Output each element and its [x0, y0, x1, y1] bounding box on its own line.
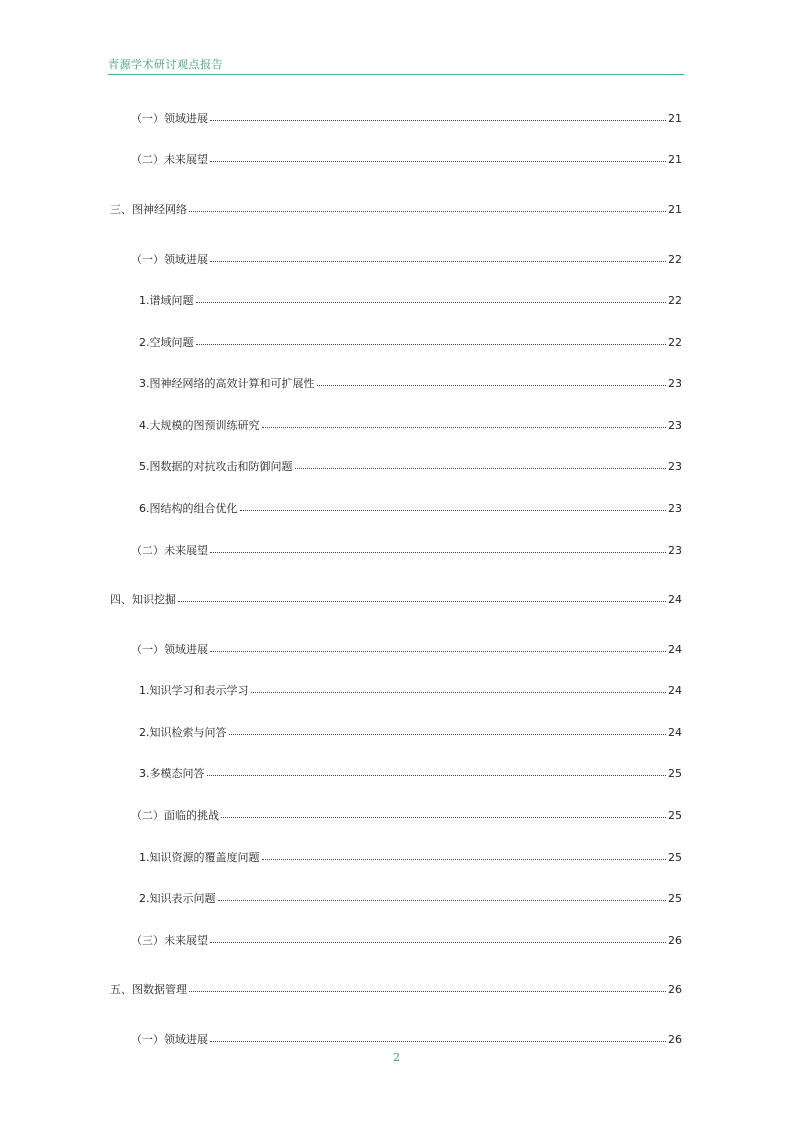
- toc-entry-label: 1.知识资源的覆盖度问题: [139, 851, 260, 864]
- toc-leader-dots: [196, 290, 667, 303]
- toc-entry-page: 22: [668, 336, 682, 349]
- toc-leader-dots: [262, 847, 667, 860]
- toc-leader-dots: [189, 979, 666, 992]
- toc-entry-label: 五、图数据管理: [110, 983, 187, 996]
- toc-entry-label: （二）未来展望: [131, 544, 208, 557]
- toc-entry[interactable]: [139, 681, 682, 697]
- toc-entry-label: （一）领域进展: [131, 1033, 208, 1046]
- toc-entry-page: 23: [668, 460, 682, 473]
- toc-entry-label: （二）未来展望: [131, 153, 208, 166]
- toc-leader-dots: [210, 1029, 666, 1042]
- toc-entry-page: 21: [668, 203, 682, 216]
- toc-entry[interactable]: [139, 723, 682, 739]
- toc-leader-dots: [251, 680, 667, 693]
- toc-entry-label: （三）未来展望: [131, 934, 208, 947]
- toc-entry-label: 四、知识挖掘: [110, 593, 176, 606]
- toc-leader-dots: [210, 249, 666, 262]
- toc-entry-page: 23: [668, 419, 682, 432]
- toc-entry-label: 2.空域问题: [139, 336, 194, 349]
- toc-entry[interactable]: [131, 541, 682, 557]
- toc-entry-label: （一）领域进展: [131, 643, 208, 656]
- toc-entry-page: 24: [668, 684, 682, 697]
- toc-leader-dots: [221, 805, 666, 818]
- toc-entry-page: 21: [668, 112, 682, 125]
- toc-leader-dots: [295, 456, 667, 469]
- toc-entry[interactable]: [139, 416, 682, 432]
- toc-entry[interactable]: [139, 848, 682, 864]
- toc-leader-dots: [207, 763, 667, 776]
- toc-entry-page: 23: [668, 544, 682, 557]
- toc-entry-page: 25: [668, 851, 682, 864]
- toc-entry-page: 24: [668, 593, 682, 606]
- toc-entry-label: 5.图数据的对抗攻击和防御问题: [139, 460, 293, 473]
- toc-entry[interactable]: [139, 499, 682, 515]
- toc-entry[interactable]: [139, 374, 682, 390]
- toc-leader-dots: [210, 540, 666, 553]
- toc-entry[interactable]: [110, 590, 682, 606]
- toc-entry[interactable]: [110, 980, 682, 996]
- toc-leader-dots: [210, 149, 666, 162]
- toc-entry[interactable]: [131, 1030, 682, 1046]
- toc-entry-label: 2.知识表示问题: [139, 892, 216, 905]
- toc-entry[interactable]: [131, 806, 682, 822]
- toc-leader-dots: [189, 199, 666, 212]
- toc-leader-dots: [210, 930, 666, 943]
- toc-entry[interactable]: [139, 457, 682, 473]
- toc-entry-label: （一）领域进展: [131, 112, 208, 125]
- header-title: 青源学术研讨观点报告: [108, 58, 223, 71]
- toc-entry[interactable]: [139, 291, 682, 307]
- toc-entry-label: 4.大规模的图预训练研究: [139, 419, 260, 432]
- toc-leader-dots: [229, 722, 667, 735]
- toc-entry-label: 6.图结构的组合优化: [139, 502, 238, 515]
- page-number: 2: [393, 1051, 400, 1064]
- toc-leader-dots: [240, 498, 667, 511]
- toc-entry[interactable]: [131, 640, 682, 656]
- toc-leader-dots: [262, 415, 667, 428]
- toc-entry-page: 25: [668, 767, 682, 780]
- toc-entry-page: 26: [668, 934, 682, 947]
- toc-entry-label: 3.多模态问答: [139, 767, 205, 780]
- toc-entry-page: 23: [668, 502, 682, 515]
- toc-entry[interactable]: [131, 250, 682, 266]
- toc-entry-page: 21: [668, 153, 682, 166]
- toc-entry-page: 23: [668, 377, 682, 390]
- toc-entry-label: （一）领域进展: [131, 253, 208, 266]
- toc-entry-label: 三、图神经网络: [110, 203, 187, 216]
- toc-entry-label: 3.图神经网络的高效计算和可扩展性: [139, 377, 315, 390]
- toc-entry-page: 24: [668, 726, 682, 739]
- toc-entry[interactable]: [139, 889, 682, 905]
- toc-leader-dots: [218, 888, 667, 901]
- toc-leader-dots: [196, 332, 667, 345]
- toc-leader-dots: [178, 589, 666, 602]
- toc-entry[interactable]: [139, 333, 682, 349]
- toc-entry[interactable]: [131, 150, 682, 166]
- toc-entry-label: （二）面临的挑战: [131, 809, 219, 822]
- toc-entry-page: 22: [668, 253, 682, 266]
- toc-entry-label: 2.知识检索与问答: [139, 726, 227, 739]
- toc-entry-page: 25: [668, 892, 682, 905]
- toc-entry[interactable]: [110, 200, 682, 216]
- toc-entry-label: 1.谱域问题: [139, 294, 194, 307]
- toc-entry-page: 26: [668, 983, 682, 996]
- toc-leader-dots: [210, 639, 666, 652]
- toc-entry-page: 26: [668, 1033, 682, 1046]
- toc-entry[interactable]: [139, 764, 682, 780]
- toc-entry[interactable]: [131, 109, 682, 125]
- toc-entry-page: 24: [668, 643, 682, 656]
- toc-entry-page: 22: [668, 294, 682, 307]
- toc-leader-dots: [210, 108, 666, 121]
- toc-leader-dots: [317, 373, 667, 386]
- toc-entry[interactable]: [131, 931, 682, 947]
- toc-entry-label: 1.知识学习和表示学习: [139, 684, 249, 697]
- toc-entry-page: 25: [668, 809, 682, 822]
